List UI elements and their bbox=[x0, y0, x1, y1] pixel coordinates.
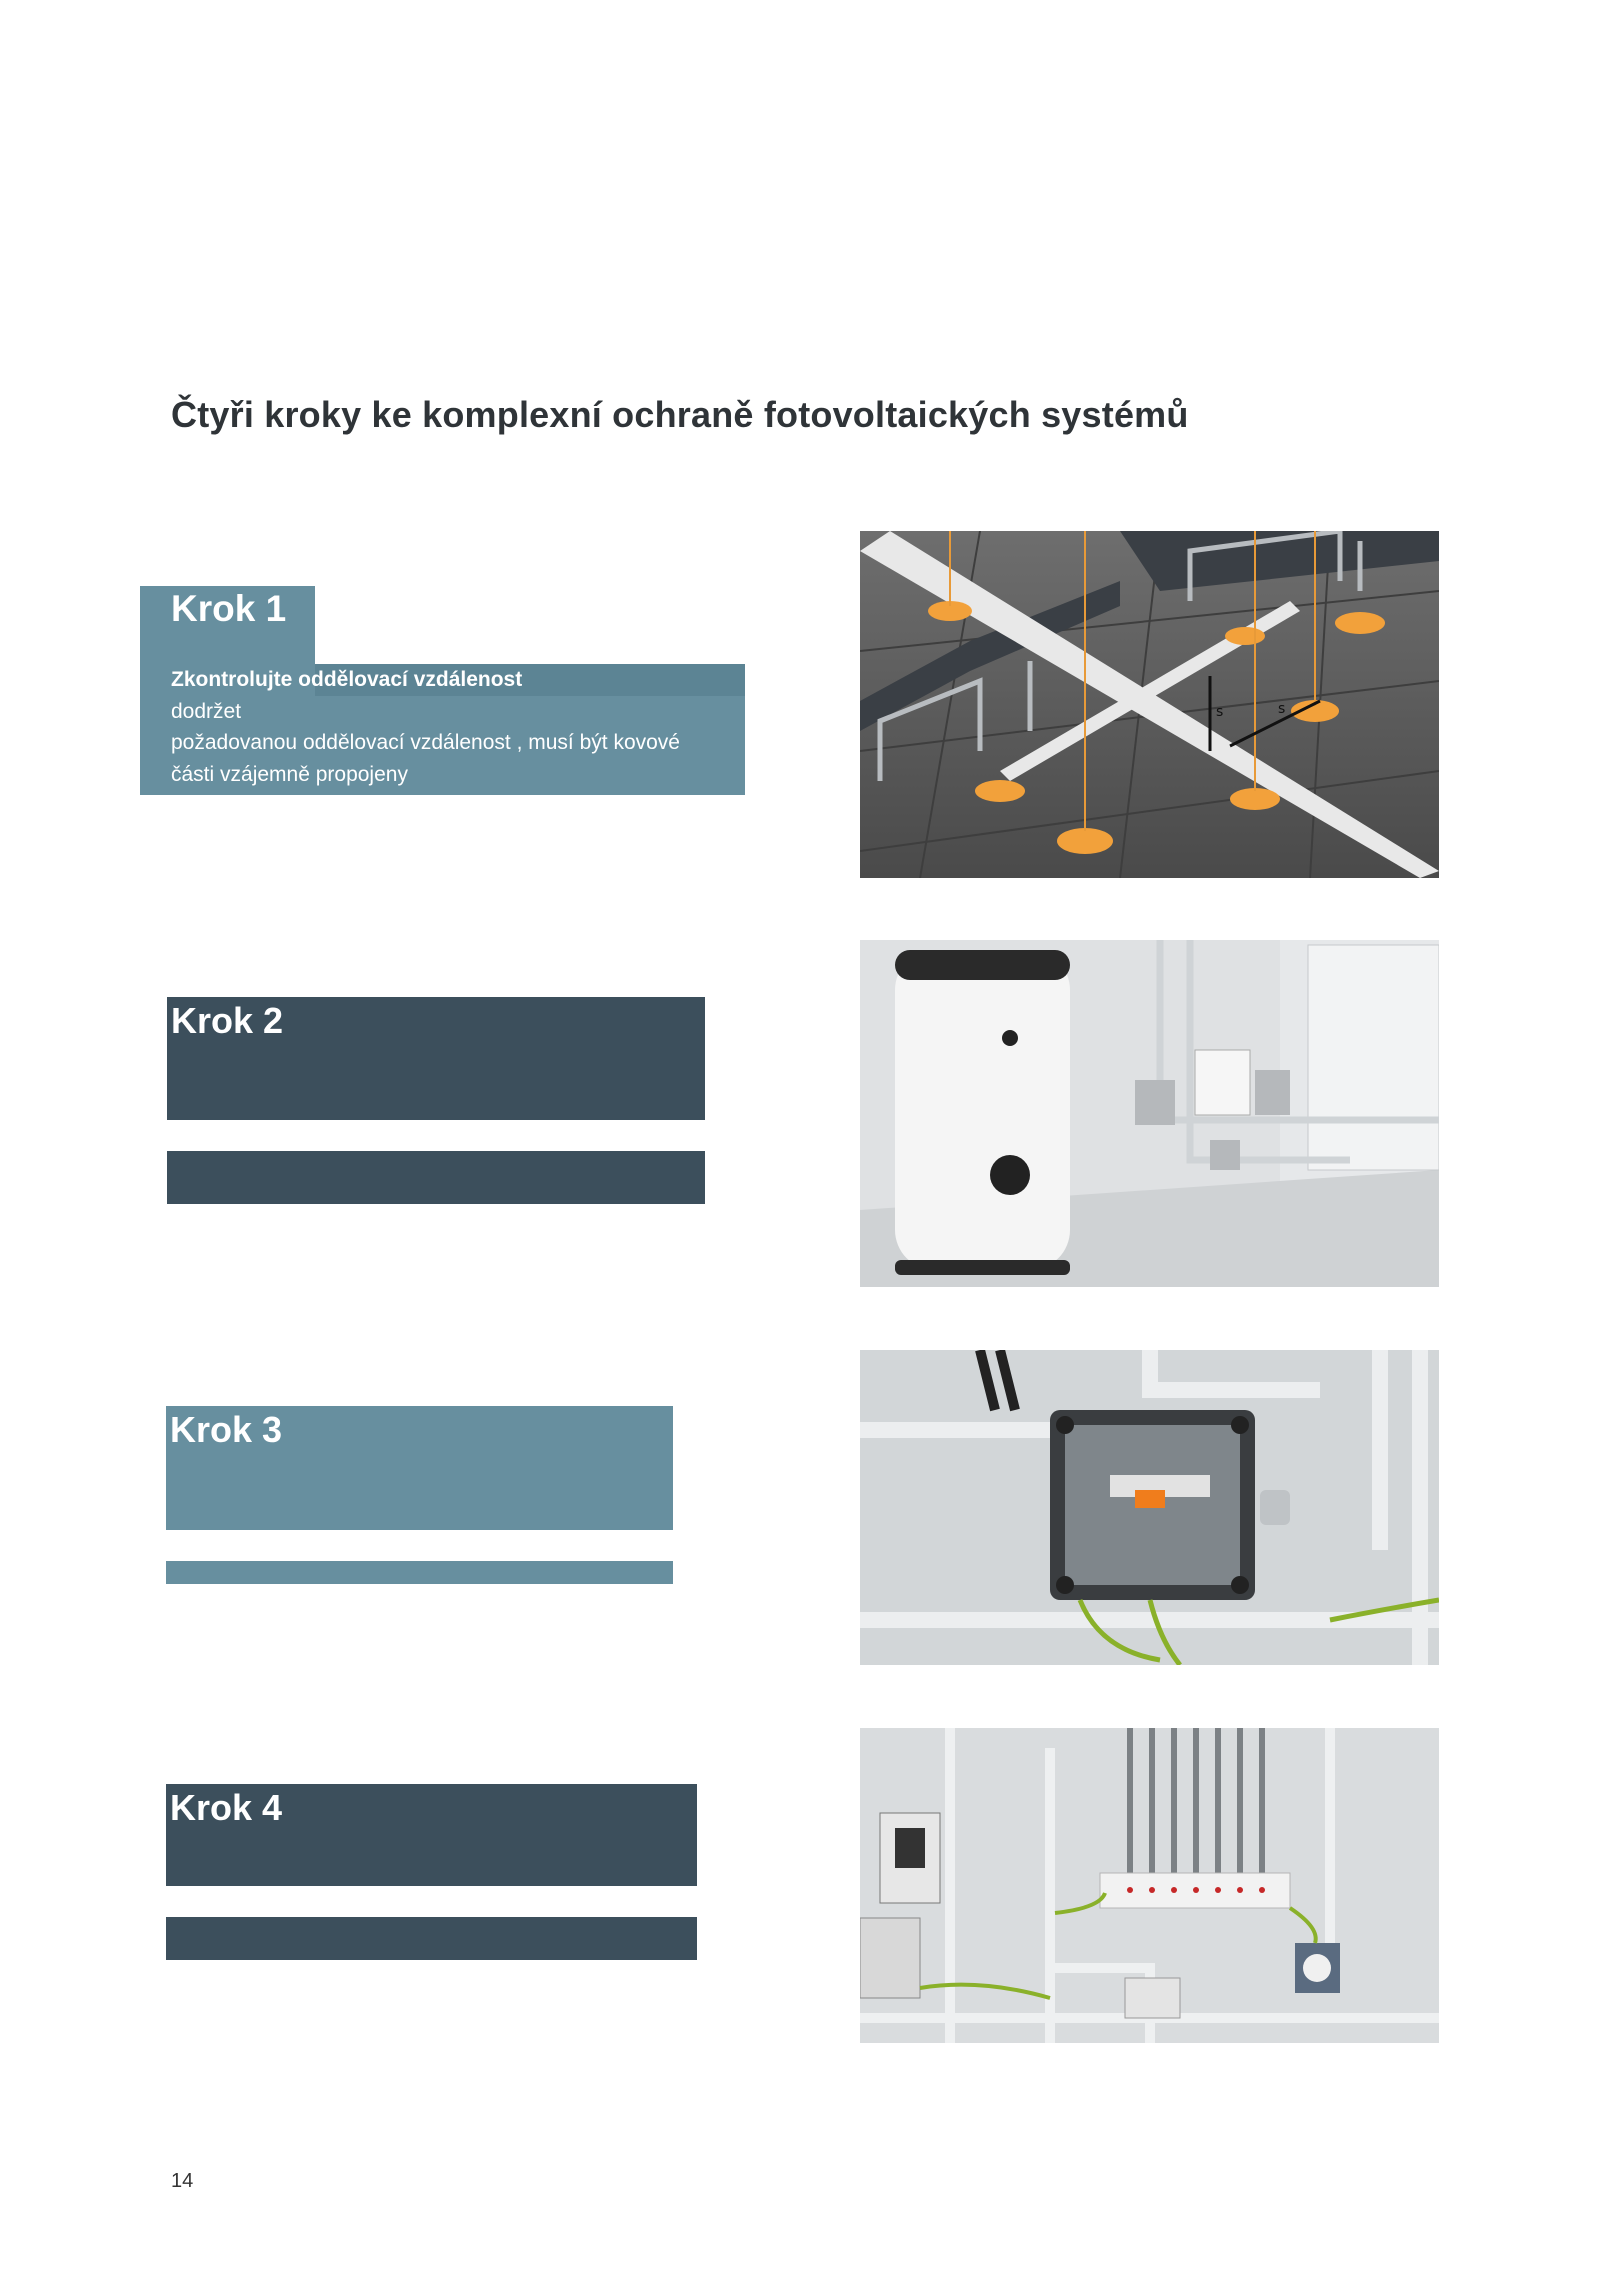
rooftop-pv-mounting-photo bbox=[860, 531, 1439, 878]
step-3-bar bbox=[166, 1561, 673, 1584]
step-3-label: Krok 3 bbox=[166, 1406, 673, 1530]
step-1-line: části vzájemně propojeny bbox=[171, 762, 408, 786]
page-title: Čtyři kroky ke komplexní ochraně fotovoltaických systémů bbox=[171, 394, 1189, 435]
step-2-label: Krok 2 bbox=[167, 997, 705, 1120]
step-4-label: Krok 4 bbox=[166, 1784, 697, 1886]
equipotential-bonding-bar-photo bbox=[860, 1728, 1439, 2043]
step-1-line: dodržet bbox=[171, 699, 242, 723]
step-1-label: Krok 1 bbox=[140, 586, 315, 666]
water-tank-surge-protector-photo bbox=[860, 940, 1439, 1287]
step-1-description bbox=[171, 664, 680, 790]
junction-box-photo bbox=[860, 1350, 1439, 1665]
step-4-bar bbox=[166, 1917, 697, 1960]
svg-text:s: s bbox=[1216, 704, 1224, 720]
step-2-bar bbox=[167, 1151, 705, 1204]
svg-text:s: s bbox=[1278, 701, 1286, 717]
step-1-line: požadovanou oddělovací vzdálenost , musí být kovové bbox=[171, 731, 680, 754]
page-number: 14 bbox=[171, 2170, 194, 2192]
step-1-heading: Zkontrolujte oddělovací vzdálenost bbox=[171, 668, 523, 691]
